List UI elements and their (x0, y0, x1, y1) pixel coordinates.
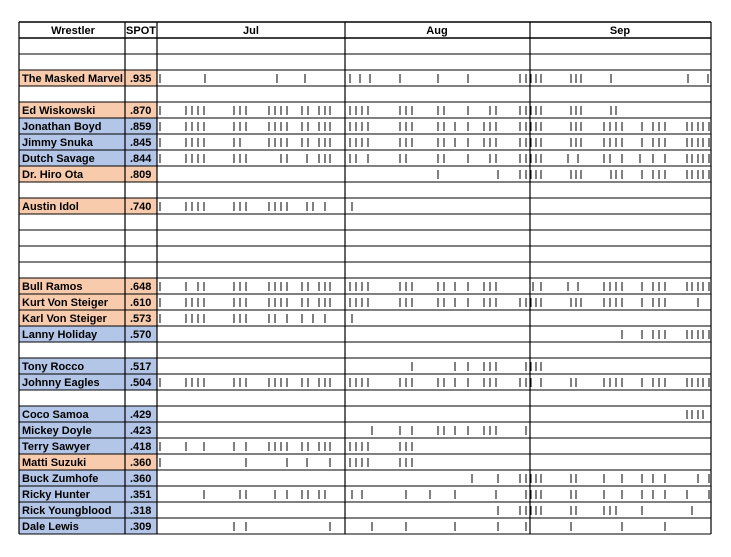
wrestler-name: The Masked Marvel (22, 73, 123, 85)
spot-value: .935 (130, 73, 152, 85)
spot-value: .844 (130, 153, 152, 165)
wrestler-name: Bull Ramos (22, 281, 83, 293)
wrestler-name: Buck Zumhofe (22, 473, 99, 485)
spot-value: .423 (130, 425, 152, 437)
wrestler-name: Mickey Doyle (22, 425, 92, 437)
header-month-aug: Aug (426, 25, 448, 37)
spot-value: .429 (130, 409, 152, 421)
spot-value: .418 (130, 441, 152, 453)
spot-value: .360 (130, 457, 152, 469)
wrestler-name: Dutch Savage (22, 153, 95, 165)
wrestler-name: Kurt Von Steiger (22, 297, 108, 309)
spot-value: .504 (130, 377, 152, 389)
wrestler-name: Matti Suzuki (22, 457, 87, 469)
spot-value: .351 (130, 489, 152, 501)
wrestler-name: Terry Sawyer (22, 441, 91, 453)
spot-value: .740 (130, 201, 152, 213)
header-month-sep: Sep (609, 25, 631, 37)
spot-value: .859 (130, 121, 152, 133)
spot-value: .318 (130, 505, 152, 517)
spot-value: .573 (130, 313, 152, 325)
wrestler-name: Lanny Holiday (22, 329, 98, 341)
header-wrestler: Wrestler (51, 25, 95, 37)
spot-value: .648 (130, 281, 152, 293)
wrestler-name: Austin Idol (22, 201, 79, 213)
wrestler-name: Dale Lewis (22, 521, 79, 533)
spot-value: .570 (130, 329, 152, 341)
spot-value: .809 (130, 169, 152, 181)
header-spot: SPOT (126, 25, 156, 37)
spot-value: .845 (130, 137, 152, 149)
wrestler-name: Ricky Hunter (22, 489, 90, 501)
spot-value: .360 (130, 473, 152, 485)
wrestler-name: Karl Von Steiger (22, 313, 107, 325)
header-month-jul: Jul (243, 25, 259, 37)
wrestler-name: Jonathan Boyd (22, 121, 102, 133)
spot-value: .610 (130, 297, 152, 309)
spot-value: .309 (130, 521, 152, 533)
spot-value: .517 (130, 361, 152, 373)
wrestler-name: Dr. Hiro Ota (22, 169, 84, 181)
wrestler-name: Rick Youngblood (22, 505, 112, 517)
wrestler-name: Johnny Eagles (22, 377, 100, 389)
wrestler-name: Ed Wiskowski (22, 105, 96, 117)
wrestler-name: Coco Samoa (22, 409, 89, 421)
wrestler-name: Tony Rocco (22, 361, 85, 373)
spot-value: .870 (130, 105, 152, 117)
appearance-ticks (160, 74, 709, 531)
wrestler-name: Jimmy Snuka (22, 137, 93, 149)
